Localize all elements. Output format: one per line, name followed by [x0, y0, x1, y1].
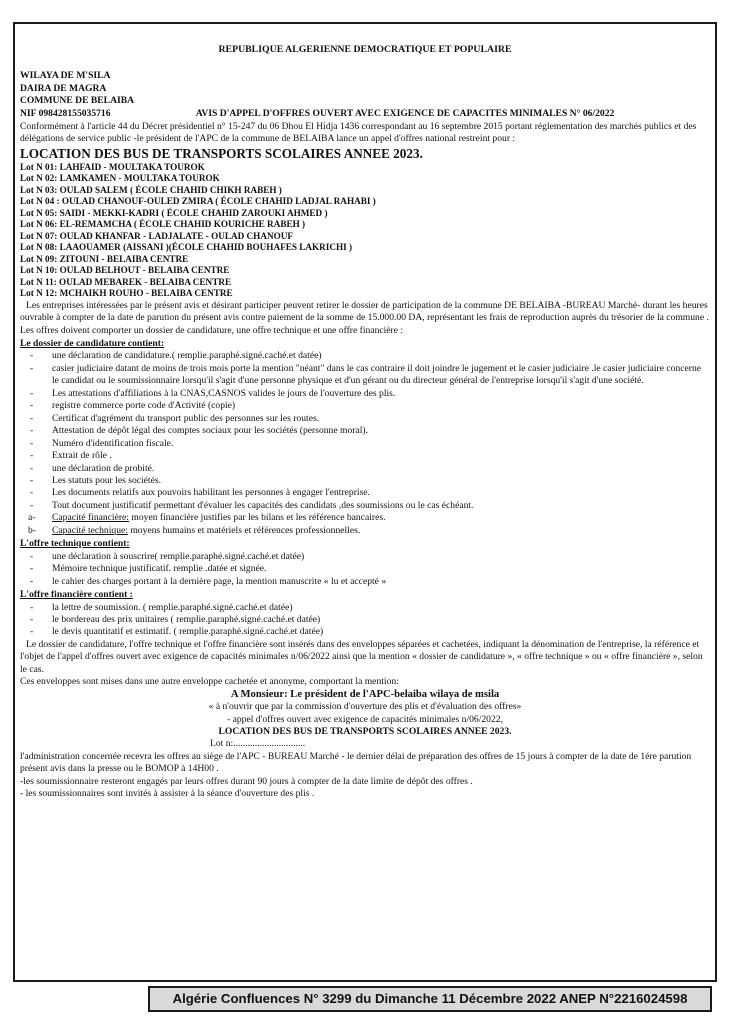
lot-name: EL-REMAMCHA ( ÉCOLE CHAHID KOURICHE RABEH )	[59, 219, 306, 230]
lot-item	[20, 288, 710, 300]
list-item: - une déclaration de candidature.( remplie.paraphé.signé.caché.et datée)	[20, 350, 710, 362]
lot-number: Lot N 11:	[20, 276, 57, 287]
retrait-paragraph: Les entreprises intéressées par le présent avis et désirant participer peuvent retirer le dossier de participation de la commune DE BELAIBA -BUREAU Marché- durant les heures ouvrable à compter de la date de parution du présent avis contre paiement de la somme de 15.000.00 DA, représentant les frais de reproduction auprès du trésorier de la commune .	[20, 299, 709, 324]
list-item: - Attestation de dépôt légal des comptes sociaux pour les sociétés (personne moral).	[20, 425, 710, 437]
enveloppes-paragraph: Le dossier de candidature, l'offre technique et l'offre financière sont insérés dans des enveloppes séparées et cachetées, indiquant la dénomination de l'entreprise, la référence et l'objet de l'appel d'offres ouvert avec exigence de capacités minimales n/06/2022 ainsi que la mention « dossier de candidature », « offre technique » ou « offre financière », selon le cas.	[20, 638, 703, 675]
avis-title: AVIS D'APPEL D'OFFRES OUVERT AVEC EXIGENCE DE CAPACITES MINIMALES N° 06/2022	[195, 108, 615, 120]
address-block	[20, 689, 710, 751]
delai-paragraph: l'administration concernée recevra les offres au siège de l'APC - BUREAU Marché - le dernier délai de préparation des offres de 15 jours à compter de la date de 1ére parution présent avis dans la presse ou le BOMOP à 14H00 .	[20, 750, 692, 775]
list-item: - Numéro d'identification fiscale.	[20, 438, 710, 450]
financiere-heading: L'offre financière contient :	[20, 589, 133, 601]
lot-number: Lot N 12:	[20, 288, 58, 299]
lot-number: Lot N 09:	[20, 253, 58, 264]
lot-item	[20, 242, 710, 254]
lot-name: LAMKAMEN - MOULTAKA TOUROK	[59, 173, 220, 184]
commune-line: COMMUNE DE BELAIBA	[20, 95, 135, 107]
republic-heading: REPUBLIQUE ALGERIENNE DEMOCRATIQUE ET POPULAIRE	[218, 44, 512, 55]
lot-name: OULAD KHANFAR - LADJALATE - OULAD CHANOUF	[59, 230, 293, 241]
item-letter: a-	[28, 512, 36, 524]
lots-list	[20, 162, 710, 300]
list-item: - Les statuts pour les sociétés.	[20, 475, 710, 487]
list-item: - Tout document justificatif permettant d'évaluer les capacités des candidats ,des soumissions ou le cas échéant.	[20, 500, 710, 512]
lot-number: Lot N 06:	[20, 219, 58, 230]
technique-heading: L'offre technique contient:	[20, 538, 130, 550]
lot-item	[20, 231, 710, 243]
list-item: - Les documents relatifs aux pouvoirs habilitant les personnes à engager l'entreprise.	[20, 487, 710, 499]
lot-item	[20, 277, 710, 289]
candidature-list	[20, 350, 710, 512]
lot-name: OULAD SALEM ( ÉCOLE CHAHID CHIKH RABEH )	[59, 184, 282, 195]
intro-paragraph: Conformément à l'article 44 du Décret présidentiel n° 15-247 du 06 Dhou El Hidja 1436 correspondant au 16 septembre 2015 portant réglementation des marchés publics et des délégations de service public -le président de l'APC de la commune de BELAIBA lance un appel d'offres national restreint pour :	[20, 120, 697, 145]
list-item: - Les attestations d'affiliations à la CNAS,CASNOS valides le jours de l'ouverture des plis.	[20, 388, 710, 400]
item-text: moyen financière justifies par les bilans et les référence bancaires.	[128, 512, 386, 524]
list-item: - une déclaration de probité.	[20, 463, 710, 475]
engages-paragraph: -les soumissionnaire resteront engagés par leurs offres durant 90 jours à compter de la date limite de dépôt des offres .	[20, 775, 473, 787]
address-line: A Monsieur: Le président de l'APC-belaiba wilaya de msila	[230, 688, 500, 700]
address-line: « à n'ouvrir que par la commission d'ouverture des plis et d'évaluation des offres»	[208, 701, 522, 713]
item-label: Capacité financière:	[52, 512, 129, 524]
list-item: - Extrait de rôle .	[20, 450, 710, 462]
address-line: - appel d'offres ouvert avec exigence de capacités minimales n/06/2022,	[227, 713, 503, 725]
financiere-list	[20, 602, 710, 639]
lot-item	[20, 162, 710, 174]
lot-number: Lot N 05:	[20, 207, 58, 218]
lot-name: LAAOUAMER (AISSANI )(ÉCOLE CHAHID BOUHAFES LAKRICHI )	[59, 242, 353, 253]
nif-line: NIF 098428155035716	[20, 107, 111, 119]
candidature-heading: Le dossier de candidature contient:	[20, 337, 165, 349]
lot-name: OULAD BELHOUT - BELAIBA CENTRE	[59, 265, 230, 276]
lot-name: OULAD CHANOUF-OULED ZMIRA ( ÉCOLE CHAHID LADJAL RAHABI )	[61, 196, 376, 207]
lot-item	[20, 196, 710, 208]
lot-item	[20, 208, 710, 220]
main-title: LOCATION DES BUS DE TRANSPORTS SCOLAIRES ANNEE 2023.	[20, 145, 423, 161]
lot-item	[20, 265, 710, 277]
wilaya-line: WILAYA DE M'SILA	[20, 70, 111, 82]
address-line: LOCATION DES BUS DE TRANSPORTS SCOLAIRES ANNEE 2023.	[218, 726, 512, 738]
lot-name: MCHAIKH ROUHO - BELAIBA CENTRE	[59, 288, 233, 299]
lot-number: Lot N 04 :	[20, 196, 60, 207]
list-item: - la lettre de soumission. ( remplie.paraphé.signé.caché.et datée)	[20, 602, 710, 614]
offres-paragraph: Les offres doivent comporter un dossier de candidature, une offre technique et une offre financière :	[20, 324, 404, 336]
tender-notice	[20, 44, 710, 801]
daira-line: DAIRA DE MAGRA	[20, 82, 107, 94]
lot-number: Lot N 07:	[20, 230, 58, 241]
list-item: - registre commerce porte code d'Activité (copie)	[20, 400, 710, 412]
lot-number: Lot N 03:	[20, 184, 58, 195]
list-item: - une déclaration à souscrire( remplie.paraphé.signé.caché.et datée)	[20, 551, 710, 563]
lot-name: LAHFAID - MOULTAKA TOUROK	[59, 161, 205, 172]
list-item: - Certificat d'agrément du transport public des personnes sur les routes.	[20, 413, 710, 425]
publication-footer: Algérie Confluences N° 3299 du Dimanche 11 Décembre 2022 ANEP N°2216024598	[148, 986, 712, 1012]
list-item: - le cahier des charges portant à la dernière page, la mention manuscrite « lu et accepté »	[20, 576, 710, 588]
capacite-financiere-item	[20, 512, 710, 524]
item-letter: b-	[28, 524, 36, 536]
address-line: Lot n:..............................	[210, 738, 306, 750]
lot-number: Lot N 08:	[20, 242, 58, 253]
lot-number: Lot N 10:	[20, 265, 58, 276]
lot-item	[20, 219, 710, 231]
technique-list	[20, 551, 710, 588]
item-text: moyens humains et matériels et références professionnelles.	[127, 524, 361, 536]
lot-item	[20, 185, 710, 197]
lot-number: Lot N 02:	[20, 173, 58, 184]
invites-paragraph: - les soumissionnaires sont invités à assister à la séance d'ouverture des plis .	[20, 788, 315, 800]
list-item: - le devis quantitatif et estimatif. ( remplie.paraphé.signé.caché.et datée)	[20, 626, 710, 638]
item-label: Capacité technique:	[52, 524, 128, 536]
list-item: - casier judiciaire datant de moins de trois mois porte la mention "néant" dans le cas contraire il doit joindre le jugement et le casier judiciaire .le casier judiciaire concerne le candidat ou le soumissionnaire lorsqu'il s'agit d'une personne physique et d'un gérant ou du directeur général de l'entreprise lorsqu'il s'agit d'une société.	[20, 363, 710, 388]
lot-number: Lot N 01:	[20, 161, 58, 172]
lot-item	[20, 173, 710, 185]
lot-name: OULAD MEBAREK - BELAIBA CENTRE	[59, 276, 232, 287]
lot-name: SAIDI - MEKKI-KADRI ( ÉCOLE CHAHID ZAROUKI AHMED )	[59, 207, 328, 218]
list-item: - le bordereau des prix unitaires ( remplie.paraphé.signé.caché.et datée)	[20, 614, 710, 626]
lot-item	[20, 254, 710, 266]
list-item: - Mémoire technique justificatif. remplie .datée et signée.	[20, 563, 710, 575]
lot-name: ZITOUNI - BELAIBA CENTRE	[59, 253, 189, 264]
capacite-technique-item	[20, 525, 710, 537]
anonyme-paragraph: Ces enveloppes sont mises dans une autre enveloppe cachetée et anonyme, comportant la mention:	[20, 676, 399, 688]
